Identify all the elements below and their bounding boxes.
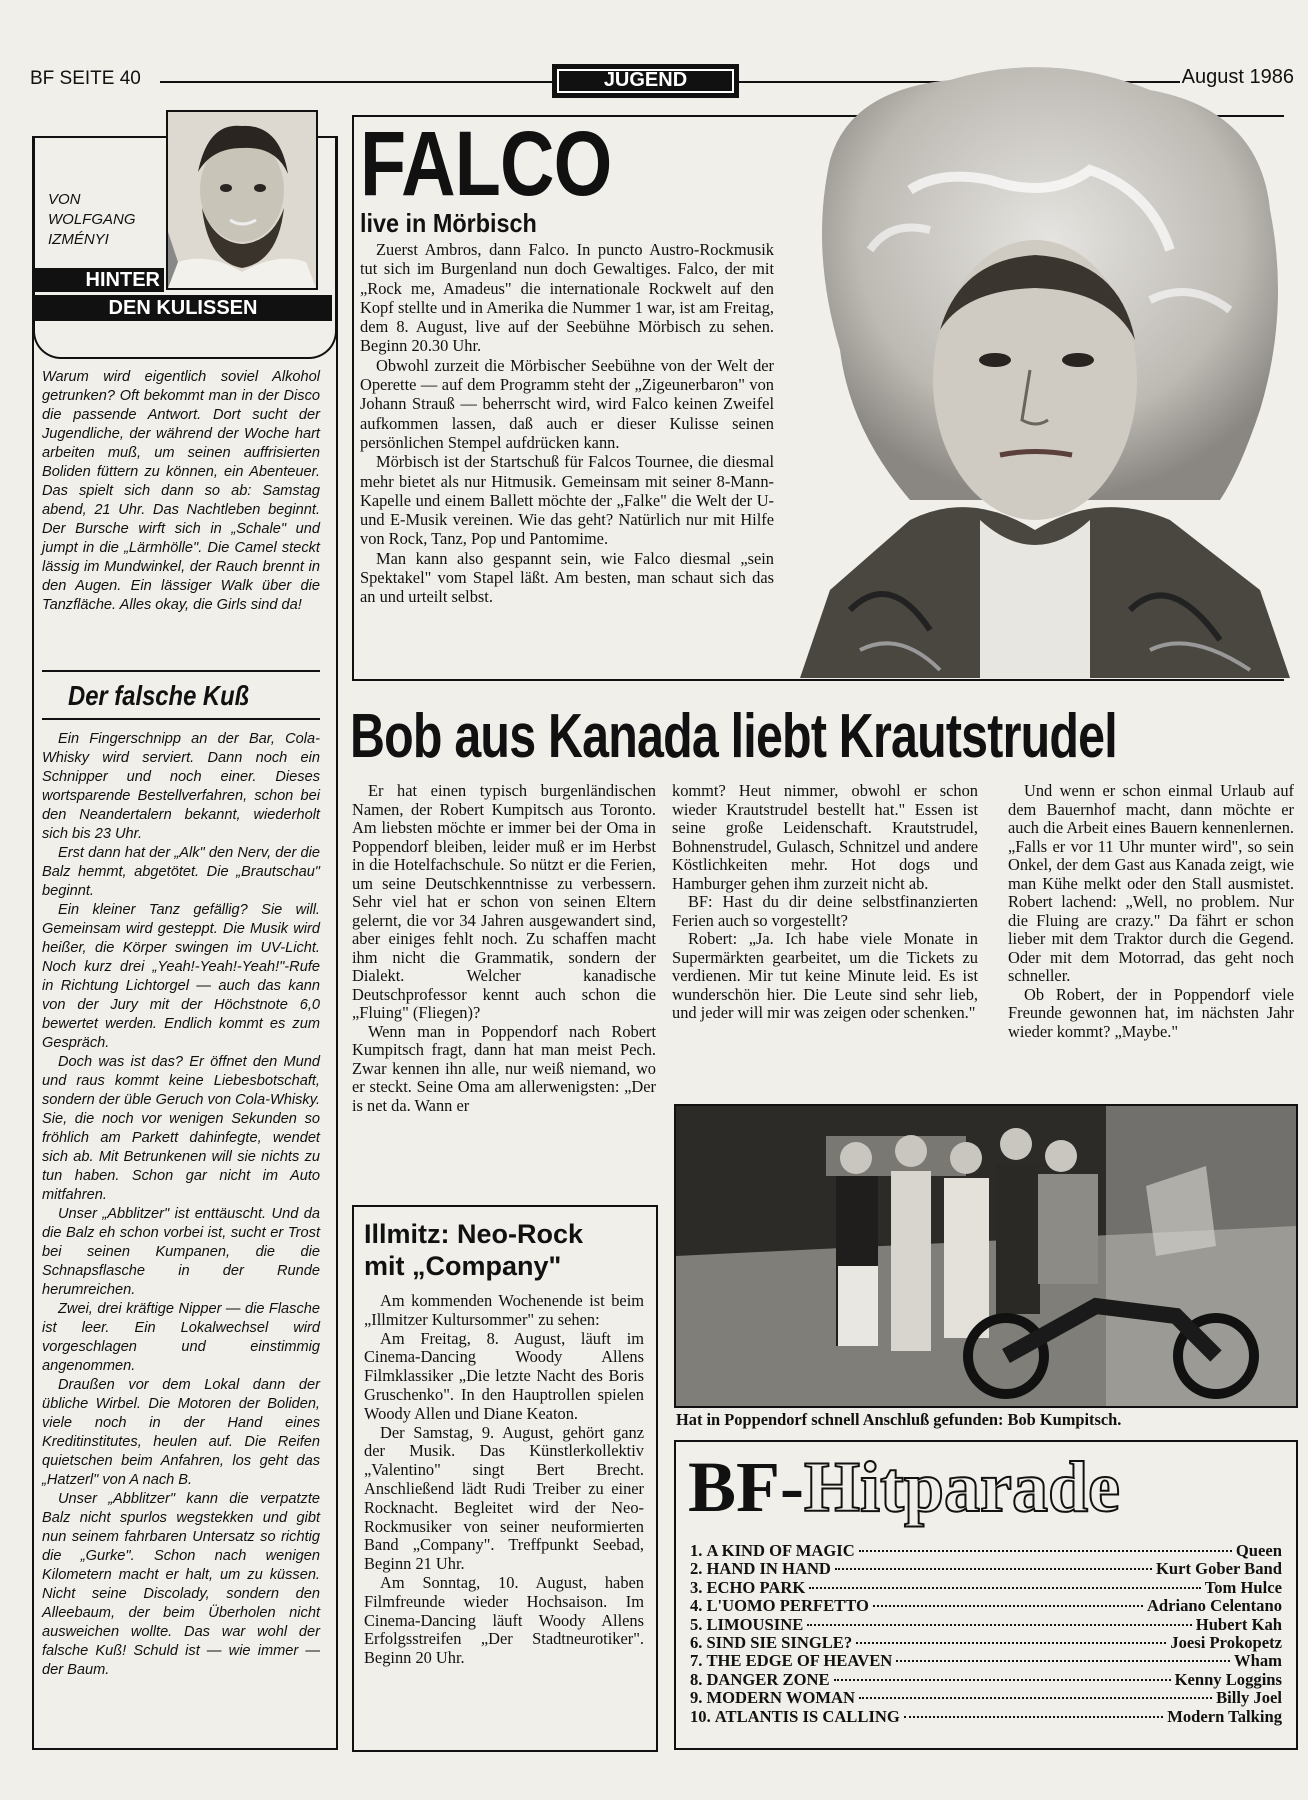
hit-artist: Billy Joel	[1216, 1688, 1282, 1708]
leader-dots	[807, 1624, 1192, 1626]
column-title-line2: DEN KULISSEN	[34, 295, 332, 321]
hitparade-entry	[690, 1708, 1282, 1726]
story-title-underline	[42, 718, 320, 720]
hit-artist: Modern Talking	[1167, 1706, 1282, 1726]
leader-dots	[834, 1679, 1171, 1681]
section-label: JUGEND	[552, 64, 739, 98]
falco-body: Zuerst Ambros, dann Falco. In puncto Austro-Rockmusik tut sich im Burgenland nun doch Gewaltiges. Falco, der mit „Rock me, Amadeus" die internationale Rockwelt auf den Kopf stellte und in Amerika die Nummer 1 war, ist am Freitag, dem 8. August, live auf der Seebühne Mörbisch zu sehen. Beginn 20.30 Uhr. Obwohl zurzeit die Mörbischer Seebühne von der Welt der Operette — auf dem Programm steht der „Zigeunerbaron" von Johann Strauß — beherrscht wird, wird Falco keinen Zweifel aufkommen lassen, daß auch er dieser Kulisse seinen persönlichen Stempel aufdrücken kann. Mörbisch ist der Startschuß für Falcos Tournee, die diesmal mehr bietet als nur Hitmusik. Gemeinsam mit seiner 8-Mann-Kapelle und einem Ballett möchte der „Falke" die Welt der U- und E-Musik vereinen. Wie das geht? Natürlich nur mit Hilfe von Rock, Tanz, Pop und Pantomime. Man kann also gespannt sein, wie Falco diesmal „sein Spektakel" vom Stapel läßt. Am besten, man schaut sich das an und urteilt selbst.	[360, 240, 774, 607]
hit-rank: 9.	[690, 1688, 703, 1708]
falco-subheadline: live in Mörbisch	[360, 208, 537, 238]
bob-photo-caption: Hat in Poppendorf schnell Anschluß gefunden: Bob Kumpitsch.	[676, 1410, 1122, 1429]
hitparade-entry	[690, 1671, 1282, 1689]
leader-dots	[835, 1568, 1152, 1570]
leader-dots	[809, 1587, 1200, 1589]
hit-song: ATLANTIS IS CALLING	[714, 1706, 900, 1726]
page-label: BF SEITE 40	[30, 68, 147, 90]
bob-column-1: Er hat einen typisch burgenländischen Namen, der Robert Kumpitsch aus Toronto. Am liebsten möchte er immer bei der Oma in Poppendorf bleiben, leider muß er im Herbst in die Hotelfachschule. So nützt er die Ferien, um seine Deutschkenntnisse zu verbessern. Sehr viel hat er schon von seinen Eltern gelernt, die vor 34 Jahren ausgewandert sind, aber einiges fehlt noch. Zu schaffen macht ihm nicht die Grammatik, sondern der Dialekt. Welcher kanadische Deutschprofessor kennt auch schon die „Fluing" (Fliegen)? Wenn man in Poppendorf nach Robert Kumpitsch fragt, dann hat man meist Pech. Zwar kennen ihn alle, nur weiß niemand, wo er steckt. Seine Oma am allerwenigsten: „Der is net da. Wann er	[352, 781, 656, 1115]
hitparade-entry	[690, 1652, 1282, 1670]
hit-artist: Kurt Gober Band	[1155, 1559, 1282, 1579]
hit-song: A KIND OF MAGIC	[706, 1541, 855, 1560]
hit-rank: 3.	[690, 1577, 703, 1597]
hit-rank: 8.	[690, 1669, 703, 1689]
hit-song: LIMOUSINE	[706, 1614, 804, 1634]
hit-rank: 1.	[690, 1541, 703, 1560]
bob-column-2: kommt? Heut nimmer, obwohl er schon wieder Krautstrudel bestellt hat." Essen ist seine große Leidenschaft. Krautstrudel, Bohnenstrudel, Gulasch, Schnitzel und andere Köstlichkeiten mehr. Hot dogs und Hamburger gehen ihm zurzeit nicht ab. BF: Hast du dir deine selbstfinanzierten Ferien auch so vorgestellt? Robert: „Ja. Ich habe viele Monate in Supermärkten gearbeitet, um die Tickets zu verdienen. Mir tut keine Minute leid. Es ist wunderschön hier. Die Leute sind sehr lieb, und jeder will mir was zeigen oder schenken."	[672, 781, 978, 1022]
leader-dots	[873, 1605, 1143, 1607]
leader-dots	[856, 1642, 1166, 1644]
falco-headline: FALCO	[360, 113, 612, 215]
bob-column-3: Und wenn er schon einmal Urlaub auf dem Bauernhof macht, dann möchte er auch die Arbeit eines Bauern kennenlernen. „Falls er vor 11 Uhr munter wird", so sein Onkel, der dem Gast aus Kanada zeigt, wie man Kühe melkt oder den Stall ausmistet. Robert lachend: „Well, no problem. Nur die Fluing are crazy." Da fährt er schon lieber mit dem Traktor durch die Gegend. Oder mit dem Motorrad, das geht noch schneller. Ob Robert, der in Poppendorf viele Freunde gewonnen hat, im nächsten Jahr wieder kommt? „Maybe."	[1008, 781, 1294, 1041]
hitparade-entry	[690, 1597, 1282, 1615]
hit-artist: Tom Hulce	[1204, 1577, 1282, 1597]
falco-photo	[790, 50, 1290, 678]
hitparade-list	[690, 1542, 1282, 1726]
leader-dots	[859, 1697, 1212, 1699]
hitparade-entry	[690, 1542, 1282, 1560]
column-intro: Warum wird eigentlich soviel Alkohol getrunken? Oft bekommt man in der Disco die passende Antwort. Dort sucht der Jugendliche, der während der Woche hart arbeiten muß, um seinen auffrisierten Boliden füttern zu können, ein Abenteuer. Das spielt sich dann so ab: Samstag abend, 21 Uhr. Das Nachtleben beginnt. Der Bursche wirft sich in „Schale" und jumpt in die „Lärmhölle". Die Camel steckt lässig im Mundwinkel, der Rauch brennt in den Augen. Ein lässiger Walk über die Tanzfläche. Alles okay, die Girls sind da!	[42, 369, 320, 613]
hit-artist: Hubert Kah	[1195, 1614, 1282, 1634]
story-title: Der falsche Kuß	[68, 680, 250, 711]
hit-rank: 5.	[690, 1614, 703, 1634]
hit-artist: Adriano Celentano	[1146, 1596, 1282, 1616]
hit-artist: Kenny Loggins	[1174, 1669, 1282, 1689]
hit-song: DANGER ZONE	[706, 1669, 830, 1689]
bob-headline: Bob aus Kanada liebt Krautstrudel	[350, 702, 1117, 771]
leader-dots	[896, 1660, 1230, 1662]
divider	[42, 670, 320, 672]
hit-song: HAND IN HAND	[706, 1559, 831, 1579]
column-title-line1: HINTER	[34, 268, 164, 292]
hitparade-title: BF-Hitparade	[688, 1447, 1120, 1527]
hit-song: SIND SIE SINGLE?	[706, 1633, 853, 1653]
author-byline: VON WOLFGANG IZMÉNYI	[48, 191, 136, 248]
hit-song: L'UOMO PERFETTO	[706, 1596, 869, 1616]
hit-artist: Wham	[1234, 1651, 1282, 1671]
hit-artist: Queen	[1235, 1541, 1282, 1560]
hit-rank: 10.	[690, 1706, 711, 1726]
hit-rank: 6.	[690, 1633, 703, 1653]
hit-rank: 2.	[690, 1559, 703, 1579]
hitparade-entry	[690, 1560, 1282, 1578]
illmitz-body: Am kommenden Wochenende ist beim „Illmitzer Kultursommer" zu sehen: Am Freitag, 8. August, läuft im Cinema-Dancing Woody Allens Filmklassiker „Die letzte Nacht des Boris Gruschenko". In den Hauptrollen spielen Woody Allen und Diane Keaton. Der Samstag, 9. August, gehört ganz der Musik. Das Künstlerkollektiv „Valentino" singt Bert Brecht. Anschließend lädt Rudi Treiber zu einer Rocknacht. Begleitet wird der Neo-Rockmusiker von seiner neuformierten Band „Company". Treffpunkt Seebad, Beginn 21 Uhr. Am Sonntag, 10. August, haben Filmfreunde wieder Hochsaison. Im Cinema-Dancing läuft Woody Allens Erfolgsstreifen „Der Stadtneurotiker". Beginn 20 Uhr.	[364, 1291, 644, 1668]
hit-artist: Joesi Prokopetz	[1170, 1633, 1282, 1653]
hitparade-entry	[690, 1634, 1282, 1652]
hitparade-entry	[690, 1689, 1282, 1707]
bob-group-photo	[674, 1104, 1298, 1408]
column-story: Ein Fingerschnipp an der Bar, Cola-Whisky wird serviert. Dann noch ein Schnipper und noch einer. Dieses wortsparende Bestellverfahren, schon bei den Neandertalern bekannt, wiederholt sich bis 23 Uhr. Erst dann hat der „Alk" den Nerv, der die Balz hemmt, abgetötet. Die „Brautschau" beginnt. Ein kleiner Tanz gefällig? Sie will. Gemeinsam wird gesteppt. Die Musik wird heißer, die Körper swingen im UV-Licht. Noch kurz drei „Yeah!-Yeah!-Yeah!"-Rufe in Richtung Lichtorgel — auch das kann von der Jury mit der Höchstnote 6,0 bewertet werden. Endlich kommt es zum Gespräch. Doch was ist das? Er öffnet den Mund und raus kommt keine Liebesbotschaft, sondern der üble Geruch von Cola-Whisky. Sie, die noch vor wenigen Sekunden so fröhlich am Parkett dahinfegte, wendet sich ab. Mit Betrunkenen will sie nichts zu tun haben. Schon gar nicht im Auto mitfahren. Unser „Abblitzer" ist enttäuscht. Und da die Balz eh schon vorbei ist, sucht er Trost bei seinen Kumpanen, die die Schnapsflasche in der Runde herumreichen. Zwei, drei kräftige Nipper — die Flasche ist leer. Ein Lokalwechsel wird vorgeschlagen und einstimmig angenommen. Draußen vor dem Lokal dann der übliche Wirbel. Die Motoren der Boliden, viele noch in der Hand eines Kreditinstitutes, heulen auf. Die Reifen quietschen beim Anfahren, los geht das „Hatzerl" von A nach B. Unser „Abblitzer" kann die verpatzte Balz nicht spurlos wegstekken und gibt nun seinem fahrbaren Untersatz so richtig die „Gurke". Schon nach wenigen Kilometern macht er halt, um zu küssen. Nicht seine Discolady, sondern den Alleebaum, der beim Überholen nicht ausweichen wollte. Das war wohl der falsche Kuß! Schuld ist — wie immer — der Baum.	[42, 731, 320, 1678]
hit-rank: 7.	[690, 1651, 703, 1671]
leader-dots	[859, 1550, 1232, 1552]
hit-song: ECHO PARK	[706, 1577, 806, 1597]
illmitz-headline: Illmitz: Neo-Rock mit „Company"	[364, 1219, 584, 1281]
hitparade-entry	[690, 1579, 1282, 1597]
issue-date: August 1986	[1181, 66, 1294, 88]
hitparade-entry	[690, 1616, 1282, 1634]
hit-song: THE EDGE OF HEAVEN	[706, 1651, 893, 1671]
hit-rank: 4.	[690, 1596, 703, 1616]
leader-dots	[904, 1716, 1163, 1718]
author-portrait	[166, 110, 318, 290]
hit-song: MODERN WOMAN	[706, 1688, 856, 1708]
